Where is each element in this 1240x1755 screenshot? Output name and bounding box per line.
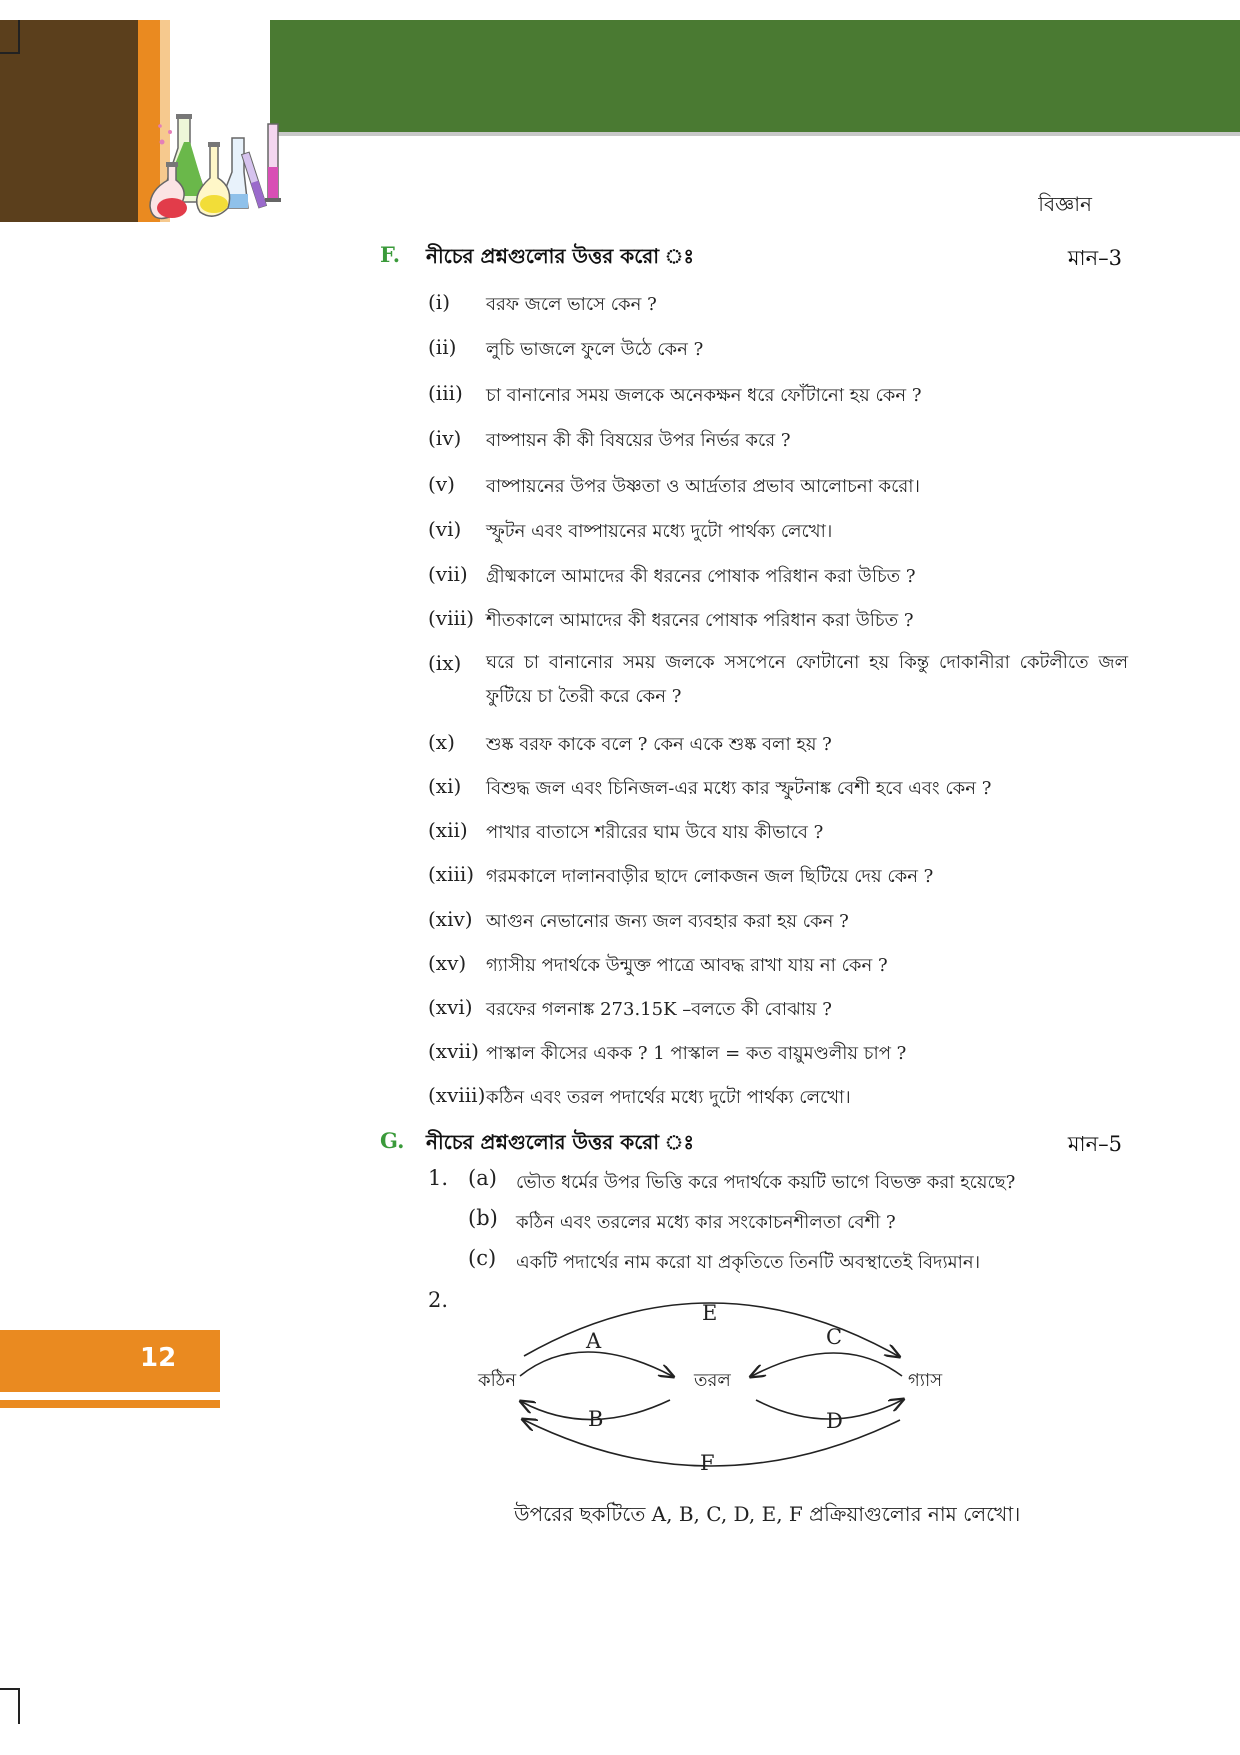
question-text: লুচি ভাজলে ফুলে উঠে কেন ? <box>486 339 704 360</box>
question-number: (xiv) <box>428 907 473 931</box>
question-number: (iii) <box>428 381 463 405</box>
question-number: (xiii) <box>428 862 475 886</box>
part-text: কঠিন এবং তরলের মধ্যে কার সংকোচনশীলতা বেশী ? <box>516 1212 896 1233</box>
part-text: একটি পদার্থের নাম করো যা প্রকৃতিতে তিনটি অবস্থাতেই বিদ্যমান। <box>516 1252 981 1273</box>
question-number: (xvi) <box>428 995 473 1019</box>
header-banner-green <box>270 20 1240 132</box>
part-text: ভৌত ধর্মের উপর ভিত্তি করে পদার্থকে কয়টি ভাগে বিভক্ত করা হয়েছে? <box>516 1172 1016 1193</box>
question-number: (xv) <box>428 951 467 975</box>
arrow-a <box>520 1352 672 1376</box>
header-banner-shadow <box>270 132 1240 136</box>
question-number: (iv) <box>428 426 462 450</box>
header-banner-brown <box>0 20 138 222</box>
lab-glassware-icon <box>148 112 308 226</box>
question-text: বাষ্পায়ন কী কী বিষয়ের উপর নির্ভর করে ? <box>486 430 791 451</box>
question-2-number: 2. <box>428 1288 449 1312</box>
part-label: (c) <box>468 1246 497 1270</box>
question-number: (x) <box>428 730 455 754</box>
question-text: গ্রীষ্মকালে আমাদের কী ধরনের পোষাক পরিধান করা উচিত ? <box>486 566 916 587</box>
page-number-tab <box>0 1330 220 1392</box>
crop-mark <box>18 1688 20 1724</box>
diagram-question: উপরের ছকটিতে A, B, C, D, E, F প্রক্রিয়াগুলোর নাম লেখো। <box>514 1502 1021 1526</box>
question-text: গ্যাসীয় পদার্থকে উন্মুক্ত পাত্রে আবদ্ধ রাখা যায় না কেন ? <box>486 955 888 976</box>
question-text: বরফ জলে ভাসে কেন ? <box>486 294 657 315</box>
question-text: পাস্কাল কীসের একক ? 1 পাস্কাল = কত বায়ুমণ্ডলীয় চাপ ? <box>486 1043 907 1064</box>
state-liquid: তরল <box>694 1370 731 1391</box>
page-number: 12 <box>140 1343 177 1373</box>
question-text: বাষ্পায়নের উপর উষ্ণতা ও আর্দ্রতার প্রভাব আলোচনা করো। <box>486 476 920 497</box>
question-text: কঠিন এবং তরল পদার্থের মধ্যে দুটো পার্থক্য লেখো। <box>486 1087 851 1108</box>
section-f-letter: F. <box>380 242 401 267</box>
state-gas: গ্যাস <box>908 1370 943 1391</box>
state-change-diagram <box>470 1290 950 1480</box>
page-number-tab-line <box>0 1400 220 1408</box>
label-f: F <box>700 1451 715 1475</box>
question-text: ঘরে চা বানানোর সময় জলকে সসপেনে ফোটানো হয় কিন্তু দোকানীরা কেটলীতে জল ফুটিয়ে চা তৈরী করে কেন ? <box>486 652 1128 707</box>
label-c: C <box>826 1325 843 1349</box>
question-text: আগুন নেভানোর জন্য জল ব্যবহার করা হয় কেন ? <box>486 911 849 932</box>
question-text: শীতকালে আমাদের কী ধরনের পোষাক পরিধান করা উচিত ? <box>486 610 914 631</box>
label-d: D <box>826 1409 843 1433</box>
question-text: স্ফুটন এবং বাষ্পায়নের মধ্যে দুটো পার্থক্য লেখো। <box>486 521 833 542</box>
question-text: শুষ্ক বরফ কাকে বলে ? কেন একে শুষ্ক বলা হয় ? <box>486 734 832 755</box>
question-1-number: 1. <box>428 1166 449 1190</box>
arrow-c <box>752 1353 902 1376</box>
question-number: (viii) <box>428 606 475 630</box>
question-number: (xii) <box>428 818 468 842</box>
label-e: E <box>702 1301 718 1325</box>
question-number: (i) <box>428 290 451 314</box>
part-label: (a) <box>468 1166 497 1190</box>
question-text: পাখার বাতাসে শরীরের ঘাম উবে যায় কীভাবে ? <box>486 822 824 843</box>
question-number: (v) <box>428 472 455 496</box>
question-number: (vi) <box>428 517 462 541</box>
section-g-heading: নীচের প্রশ্নগুলোর উত্তর করো ঃ <box>426 1130 695 1154</box>
label-b: B <box>588 1407 604 1431</box>
question-text: চা বানানোর সময় জলকে অনেকক্ষন ধরে ফোঁটানো হয় কেন ? <box>486 385 922 406</box>
section-g-marks: মান–5 <box>1067 1132 1122 1156</box>
question-number: (ii) <box>428 335 457 359</box>
part-label: (b) <box>468 1206 498 1230</box>
crop-mark <box>0 1688 18 1690</box>
state-solid: কঠিন <box>478 1370 517 1391</box>
question-text: বরফের গলনাঙ্ক 273.15K –বলতে কী বোঝায় ? <box>486 999 832 1020</box>
crop-mark <box>18 20 20 54</box>
question-number: (ix) <box>428 651 462 675</box>
section-g-letter: G. <box>380 1128 405 1153</box>
question-number: (vii) <box>428 562 468 586</box>
section-f-marks: মান–3 <box>1067 246 1122 270</box>
label-a: A <box>586 1329 602 1353</box>
crop-mark <box>0 52 20 54</box>
question-number: (xviii) <box>428 1083 486 1107</box>
question-text: বিশুদ্ধ জল এবং চিনিজল-এর মধ্যে কার স্ফুটনাঙ্ক বেশী হবে এবং কেন ? <box>486 778 992 799</box>
question-number: (xi) <box>428 774 462 798</box>
question-text: গরমকালে দালানবাড়ীর ছাদে লোকজন জল ছিটিয়ে দেয় কেন ? <box>486 866 934 887</box>
subject-title: বিজ্ঞান <box>1038 192 1092 216</box>
question-number: (xvii) <box>428 1039 479 1063</box>
section-f-heading: নীচের প্রশ্নগুলোর উত্তর করো ঃ <box>426 244 695 268</box>
